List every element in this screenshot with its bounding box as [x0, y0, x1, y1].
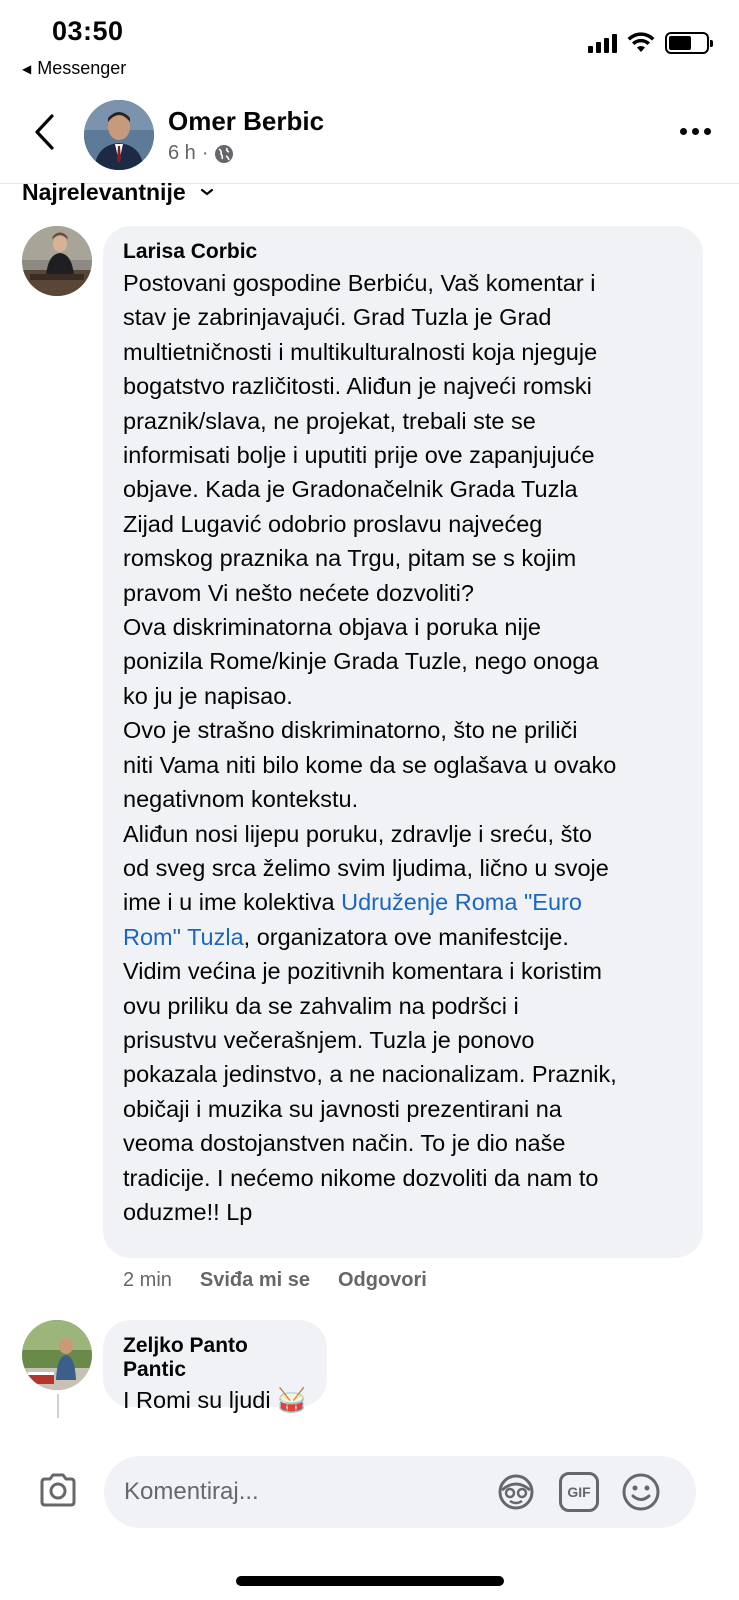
- comment-paragraph: Postovani gospodine Berbiću, Vaš komentar i stav je zabrinjavajući. Grad Tuzla je Grad multietničnosti i multikulturalnosti koja njeguje bogatstvo različitosti. Aliđun je najveći romski praznik/slava, ne projekat, trebali ste se informisati bolje i uputiti prije ove zapanjujuće objave. Kada je Gradonačelnik Grada Tuzla Zijad Lugavić odobrio proslavu najvećeg romskog praznika na Trgu, pitam se s kojim pravom Vi nešto nećete dozvoliti?: [123, 270, 598, 606]
- comment-text: [123, 266, 683, 1229]
- home-indicator[interactable]: [236, 1576, 504, 1586]
- status-time: 03:50: [52, 16, 124, 46]
- commenter-avatar[interactable]: [22, 226, 92, 296]
- commenter-avatar[interactable]: [22, 1320, 92, 1390]
- gif-icon[interactable]: [559, 1472, 599, 1512]
- author-avatar[interactable]: [84, 100, 154, 170]
- chevron-left-icon[interactable]: [28, 112, 62, 152]
- post-header: [0, 92, 739, 184]
- more-dot: [692, 128, 699, 135]
- author-name[interactable]: Omer Berbic: [168, 106, 325, 136]
- emoji-icon[interactable]: [621, 1472, 661, 1512]
- back-triangle-icon: ◀: [22, 61, 32, 76]
- avatar-sticker-icon[interactable]: [496, 1472, 536, 1512]
- reply-button[interactable]: Odgovori: [337, 1269, 427, 1291]
- back-app-label: Messenger: [37, 58, 127, 78]
- meta-separator: ·: [201, 142, 209, 164]
- chevron-down-icon: [200, 187, 214, 197]
- commenter-name[interactable]: Zeljko Panto Pantic: [123, 1334, 248, 1381]
- camera-icon[interactable]: [38, 1472, 78, 1508]
- gif-label: GIF: [567, 1484, 591, 1500]
- comment-bubble: [103, 226, 703, 1258]
- comment-bubble: [103, 1320, 327, 1413]
- organization-link[interactable]: Udruženje Roma "Euro Rom" Tuzla: [123, 889, 582, 950]
- comment-actions: [123, 1269, 427, 1292]
- comment-paragraph: Aliđun nosi lijepu poruku, zdravlje i sreću, što od sveg srca želimo svim ljudima, lično u svoje ime i u ime kolektiva: [123, 820, 609, 916]
- status-icons: [588, 32, 709, 54]
- comment-input[interactable]: [104, 1456, 696, 1528]
- comment-composer: [0, 1418, 739, 1600]
- comment-paragraph: , organizatora ove manifestcije. Vidim većina je pozitivnih komentara i koristim ovu priliku da se zahvalim na podršci i prisustvu večerašnjem. Tuzla je ponovo pokazala jedinstvo, a ne nacionalizam. Praznik, običaji i muzika su javnosti prezentirani na veoma dostojanstven način. To je dio naše tradicije. I nećemo nikome dozvoliti da nam to oduzme!! Lp: [123, 923, 617, 1225]
- signal-icon: [588, 33, 617, 53]
- globe-icon: [214, 144, 234, 164]
- battery-icon: [665, 32, 709, 54]
- comment-text: I Romi su ljudi 🥁: [123, 1387, 307, 1413]
- back-to-app-link[interactable]: [22, 58, 126, 79]
- comment-time: 2 min: [123, 1269, 172, 1291]
- like-button[interactable]: Sviđa mi se: [199, 1269, 310, 1291]
- post-meta: [168, 142, 234, 165]
- more-options-button[interactable]: [680, 128, 711, 135]
- comment-sort-dropdown[interactable]: [22, 176, 214, 208]
- more-dot: [704, 128, 711, 135]
- comment-paragraph: Ovo je strašno diskriminatorno, što ne priliči niti Vama niti bilo kome da se oglašava u ovako negativnom kontekstu.: [123, 717, 617, 813]
- status-bar: [0, 0, 739, 88]
- sort-label: Najrelevantnije: [22, 178, 186, 205]
- commenter-name[interactable]: Larisa Corbic: [123, 240, 258, 263]
- more-dot: [680, 128, 687, 135]
- comment-paragraph: Ova diskriminatorna objava i poruka nije ponizila Rome/kinje Grada Tuzle, nego onoga ko ju je napisao.: [123, 614, 599, 709]
- wifi-icon: [627, 32, 655, 54]
- post-time: 6 h: [168, 142, 196, 164]
